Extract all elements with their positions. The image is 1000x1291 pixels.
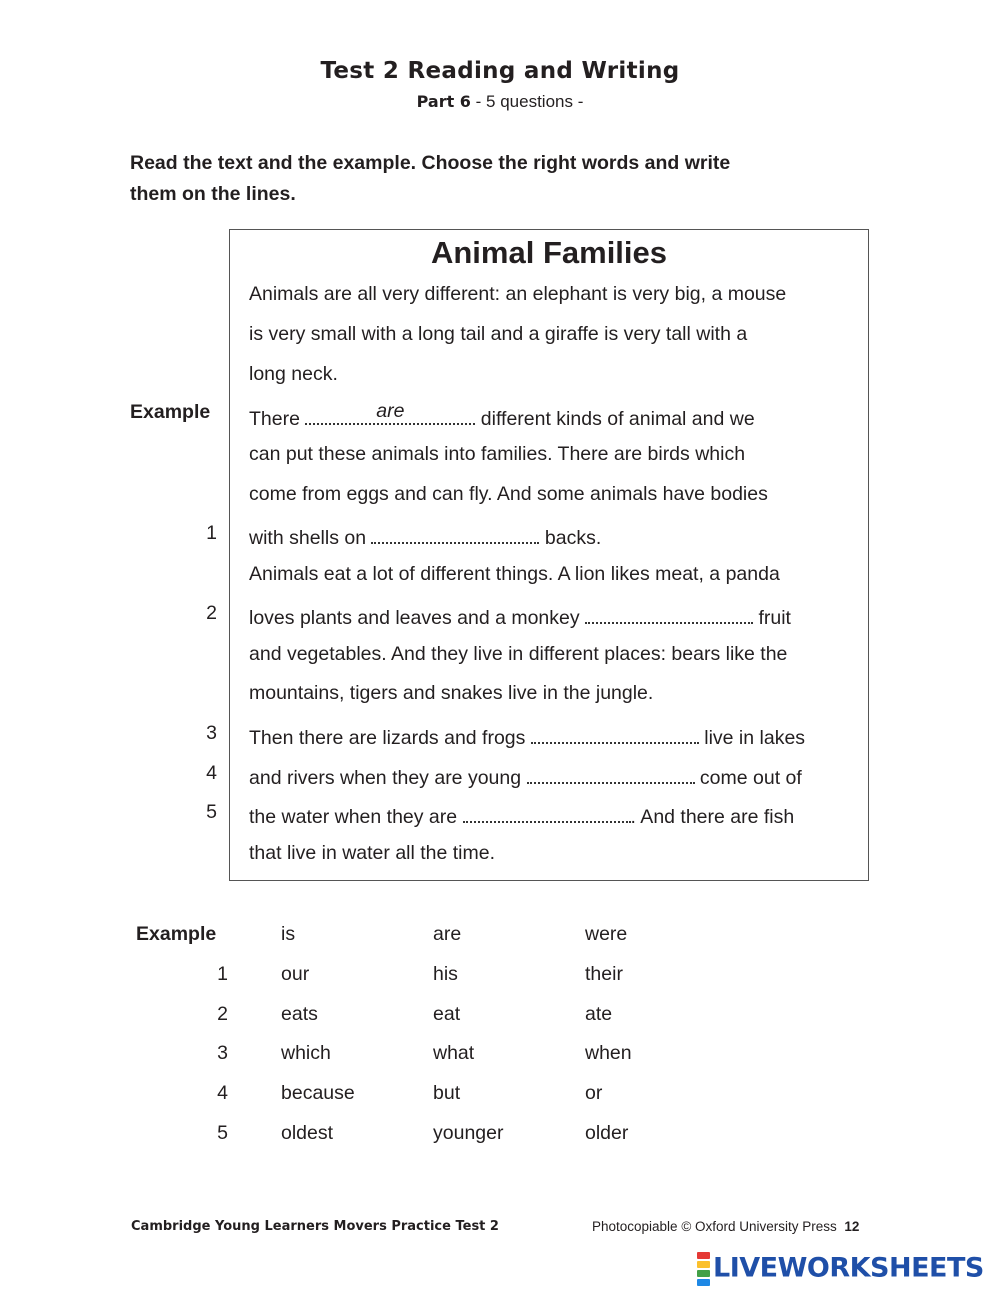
passage-text: long neck. — [249, 363, 338, 385]
footer-copyright: Photocopiable © Oxford University Press — [592, 1219, 837, 1234]
example-answer-blank — [305, 400, 475, 425]
options-question-number: 2 — [217, 1003, 228, 1025]
part-detail: - 5 questions - — [470, 92, 584, 111]
passage-line — [249, 762, 802, 790]
word-option: which — [281, 1042, 331, 1064]
passage-text: different kinds of animal and we — [475, 408, 755, 430]
passage-text: fruit — [753, 607, 791, 629]
passage-text: Animals eat a lot of different things. A lion likes meat, a panda — [249, 563, 780, 585]
passage-line — [249, 283, 786, 306]
question-number: 3 — [206, 722, 217, 744]
word-option: younger — [433, 1122, 504, 1144]
word-option: are — [433, 923, 462, 945]
word-option: when — [585, 1042, 632, 1064]
question-number: 5 — [206, 801, 217, 823]
passage-line — [249, 483, 768, 506]
logo-text: LIVEWORKSHEETS — [713, 1252, 984, 1284]
question-number: 1 — [206, 522, 217, 544]
instructions-line-2: them on the lines. — [130, 183, 296, 205]
passage-title: Animal Families — [430, 235, 668, 270]
passage-line — [249, 643, 787, 666]
word-option: our — [281, 963, 310, 985]
word-option: were — [585, 923, 628, 945]
example-label: Example — [130, 401, 211, 423]
passage-line — [249, 801, 794, 829]
word-option: what — [433, 1042, 475, 1064]
options-question-number: 5 — [217, 1122, 228, 1144]
passage-text: and vegetables. And they live in different places: bears like the — [249, 643, 788, 665]
passage-line — [249, 363, 338, 386]
passage-text: There — [249, 408, 306, 430]
answer-blank-5[interactable] — [463, 801, 631, 823]
passage-text: that live in water all the time. — [249, 842, 496, 864]
answer-blank-3[interactable] — [531, 722, 699, 744]
passage-text: the water when they are — [249, 806, 463, 828]
passage-line — [249, 323, 747, 346]
passage-line — [249, 443, 745, 466]
passage-text: and rivers when they are young — [249, 767, 527, 789]
page-subtitle — [0, 92, 1000, 112]
word-option: but — [433, 1082, 461, 1104]
passage-text: mountains, tigers and snakes live in the jungle. — [249, 682, 654, 704]
logo-stripe — [697, 1270, 710, 1277]
word-option: because — [281, 1082, 355, 1104]
passage-line — [249, 400, 755, 431]
logo-stripe — [697, 1261, 710, 1268]
word-option: his — [433, 963, 458, 985]
passage-text: live in lakes — [698, 727, 806, 749]
passage-line — [249, 842, 495, 865]
word-option: eats — [281, 1003, 318, 1025]
answer-text: are — [376, 400, 405, 422]
logo-stripe — [697, 1279, 710, 1286]
footer-left: Cambridge Young Learners Movers Practice Test 2 — [131, 1219, 499, 1234]
question-number: 2 — [206, 602, 217, 624]
passage-line — [249, 602, 791, 630]
passage-line — [249, 682, 653, 705]
word-option: eat — [433, 1003, 461, 1025]
word-option: their — [585, 963, 623, 985]
passage-text: is very small with a long tail and a giraffe is very tall with a — [249, 323, 748, 345]
logo-mark-icon — [697, 1251, 710, 1287]
footer-right — [592, 1219, 859, 1234]
passage-text: come from eggs and can fly. And some animals have bodies — [249, 483, 768, 505]
passage-text: Animals are all very different: an elephant is very big, a mouse — [249, 283, 787, 305]
question-number: 4 — [206, 762, 217, 784]
answer-blank-4[interactable] — [527, 762, 695, 784]
passage-text: loves plants and leaves and a monkey — [249, 607, 586, 629]
passage-text: can put these animals into families. There are birds which — [249, 443, 746, 465]
passage-text: . And there are fish — [630, 806, 795, 828]
word-option: or — [585, 1082, 603, 1104]
word-option: older — [585, 1122, 629, 1144]
page-number: 12 — [844, 1219, 860, 1234]
passage-text: with shells on — [249, 527, 372, 549]
passage-line — [249, 563, 780, 586]
options-question-number: 4 — [217, 1082, 228, 1104]
passage-text: come out of — [694, 767, 802, 789]
logo-stripe — [697, 1252, 710, 1259]
part-label: Part 6 — [416, 92, 471, 111]
word-option: is — [281, 923, 296, 945]
answer-blank-2[interactable] — [585, 602, 753, 624]
word-option: oldest — [281, 1122, 334, 1144]
passage-line — [249, 522, 601, 550]
liveworksheets-logo[interactable] — [697, 1251, 984, 1287]
options-question-number: 1 — [217, 963, 228, 985]
passage-text: Then there are lizards and frogs — [249, 727, 531, 749]
page-title: Test 2 Reading and Writing — [320, 58, 680, 84]
instructions-line-1: Read the text and the example. Choose the right words and write — [130, 152, 731, 174]
answer-blank-1[interactable] — [371, 522, 539, 544]
passage-text: backs. — [539, 527, 602, 549]
options-question-number: 3 — [217, 1042, 228, 1064]
passage-line — [249, 722, 805, 750]
word-option: ate — [585, 1003, 613, 1025]
options-example-label: Example — [136, 923, 217, 945]
